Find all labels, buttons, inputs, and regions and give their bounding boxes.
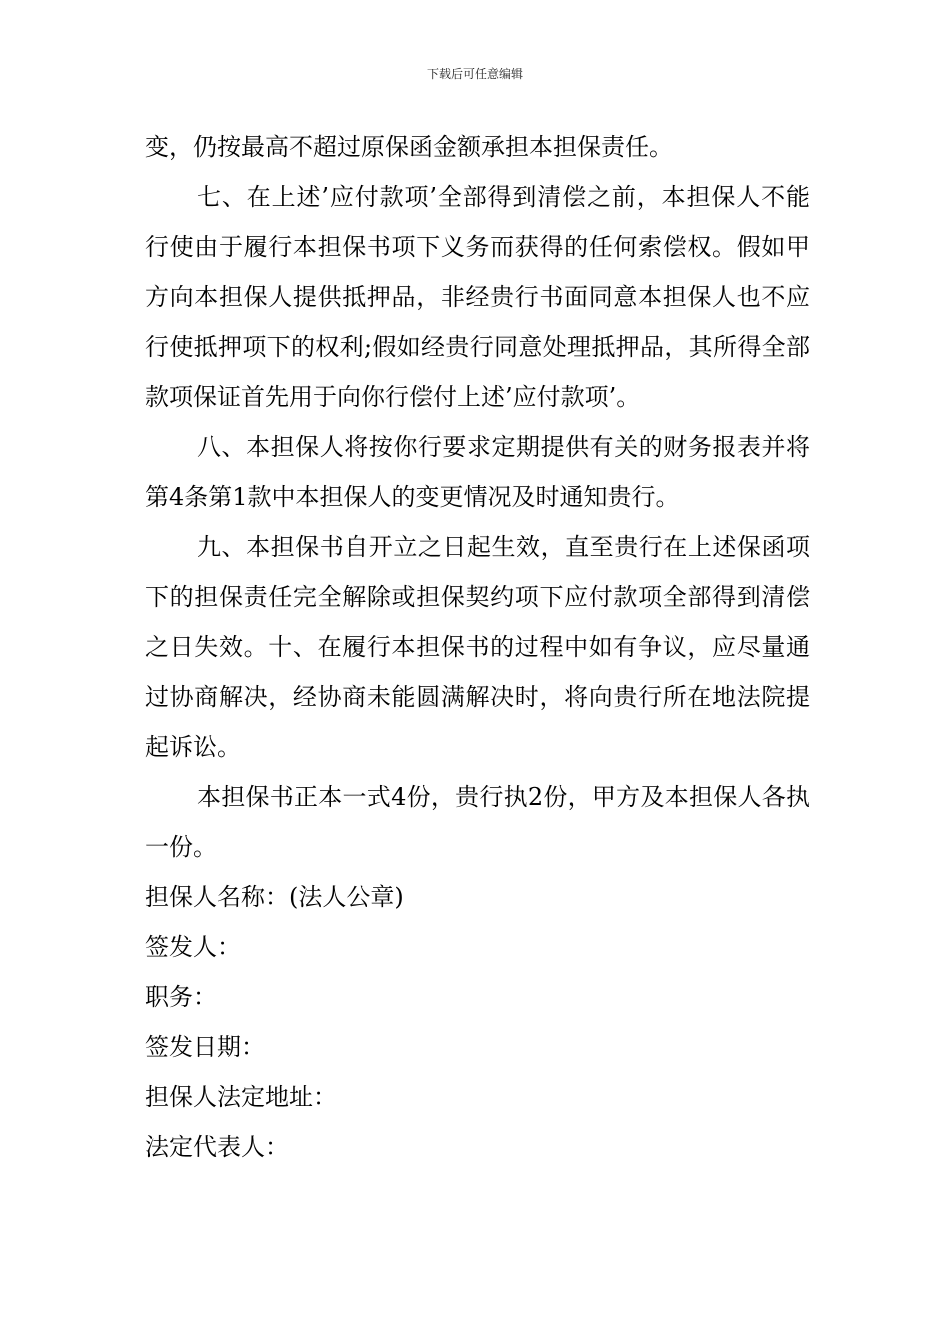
paragraph-clause-8: 八、本担保人将按你行要求定期提供有关的财务报表并将第4条第1款中本担保人的变更情况及时通知贵行。 [145, 433, 810, 511]
legal-address-line: 担保人法定地址： [145, 1083, 337, 1111]
paragraph-clause-7: 七、在上述’应付款项’全部得到清偿之前，本担保人不能行使由于履行本担保书项下义务而获得的任何索偿权。假如甲方向本担保人提供抵押品，非经贵行书面同意本担保人也不应行使抵押项下的权利;假如经贵行同意处理抵押品，其所得全部款项保证首先用于向你行偿付上述’应付款项’。 [145, 183, 810, 411]
position-line: 职务： [145, 983, 217, 1011]
page-header-note: 下载后可任意编辑 [426, 67, 523, 81]
guarantor-name-line: 担保人名称：(法人公章) [145, 883, 404, 911]
document-body [145, 122, 810, 1172]
paragraph-clause-9-10: 九、本担保书自开立之日起生效，直至贵行在上述保函项下的担保责任完全解除或担保契约项下应付款项全部得到清偿之日失效。十、在履行本担保书的过程中如有争议，应尽量通过协商解决，经协商未能圆满解决时，将向贵行所在地法院提起诉讼。 [145, 533, 810, 761]
issue-date-line: 签发日期： [145, 1033, 265, 1061]
issuer-line: 签发人： [145, 933, 241, 961]
legal-representative-line: 法定代表人： [145, 1133, 289, 1161]
paragraph-continuation: 变，仍按最高不超过原保函金额承担本担保责任。 [145, 133, 673, 161]
paragraph-copies: 本担保书正本一式4份，贵行执2份，甲方及本担保人各执一份。 [145, 783, 810, 861]
